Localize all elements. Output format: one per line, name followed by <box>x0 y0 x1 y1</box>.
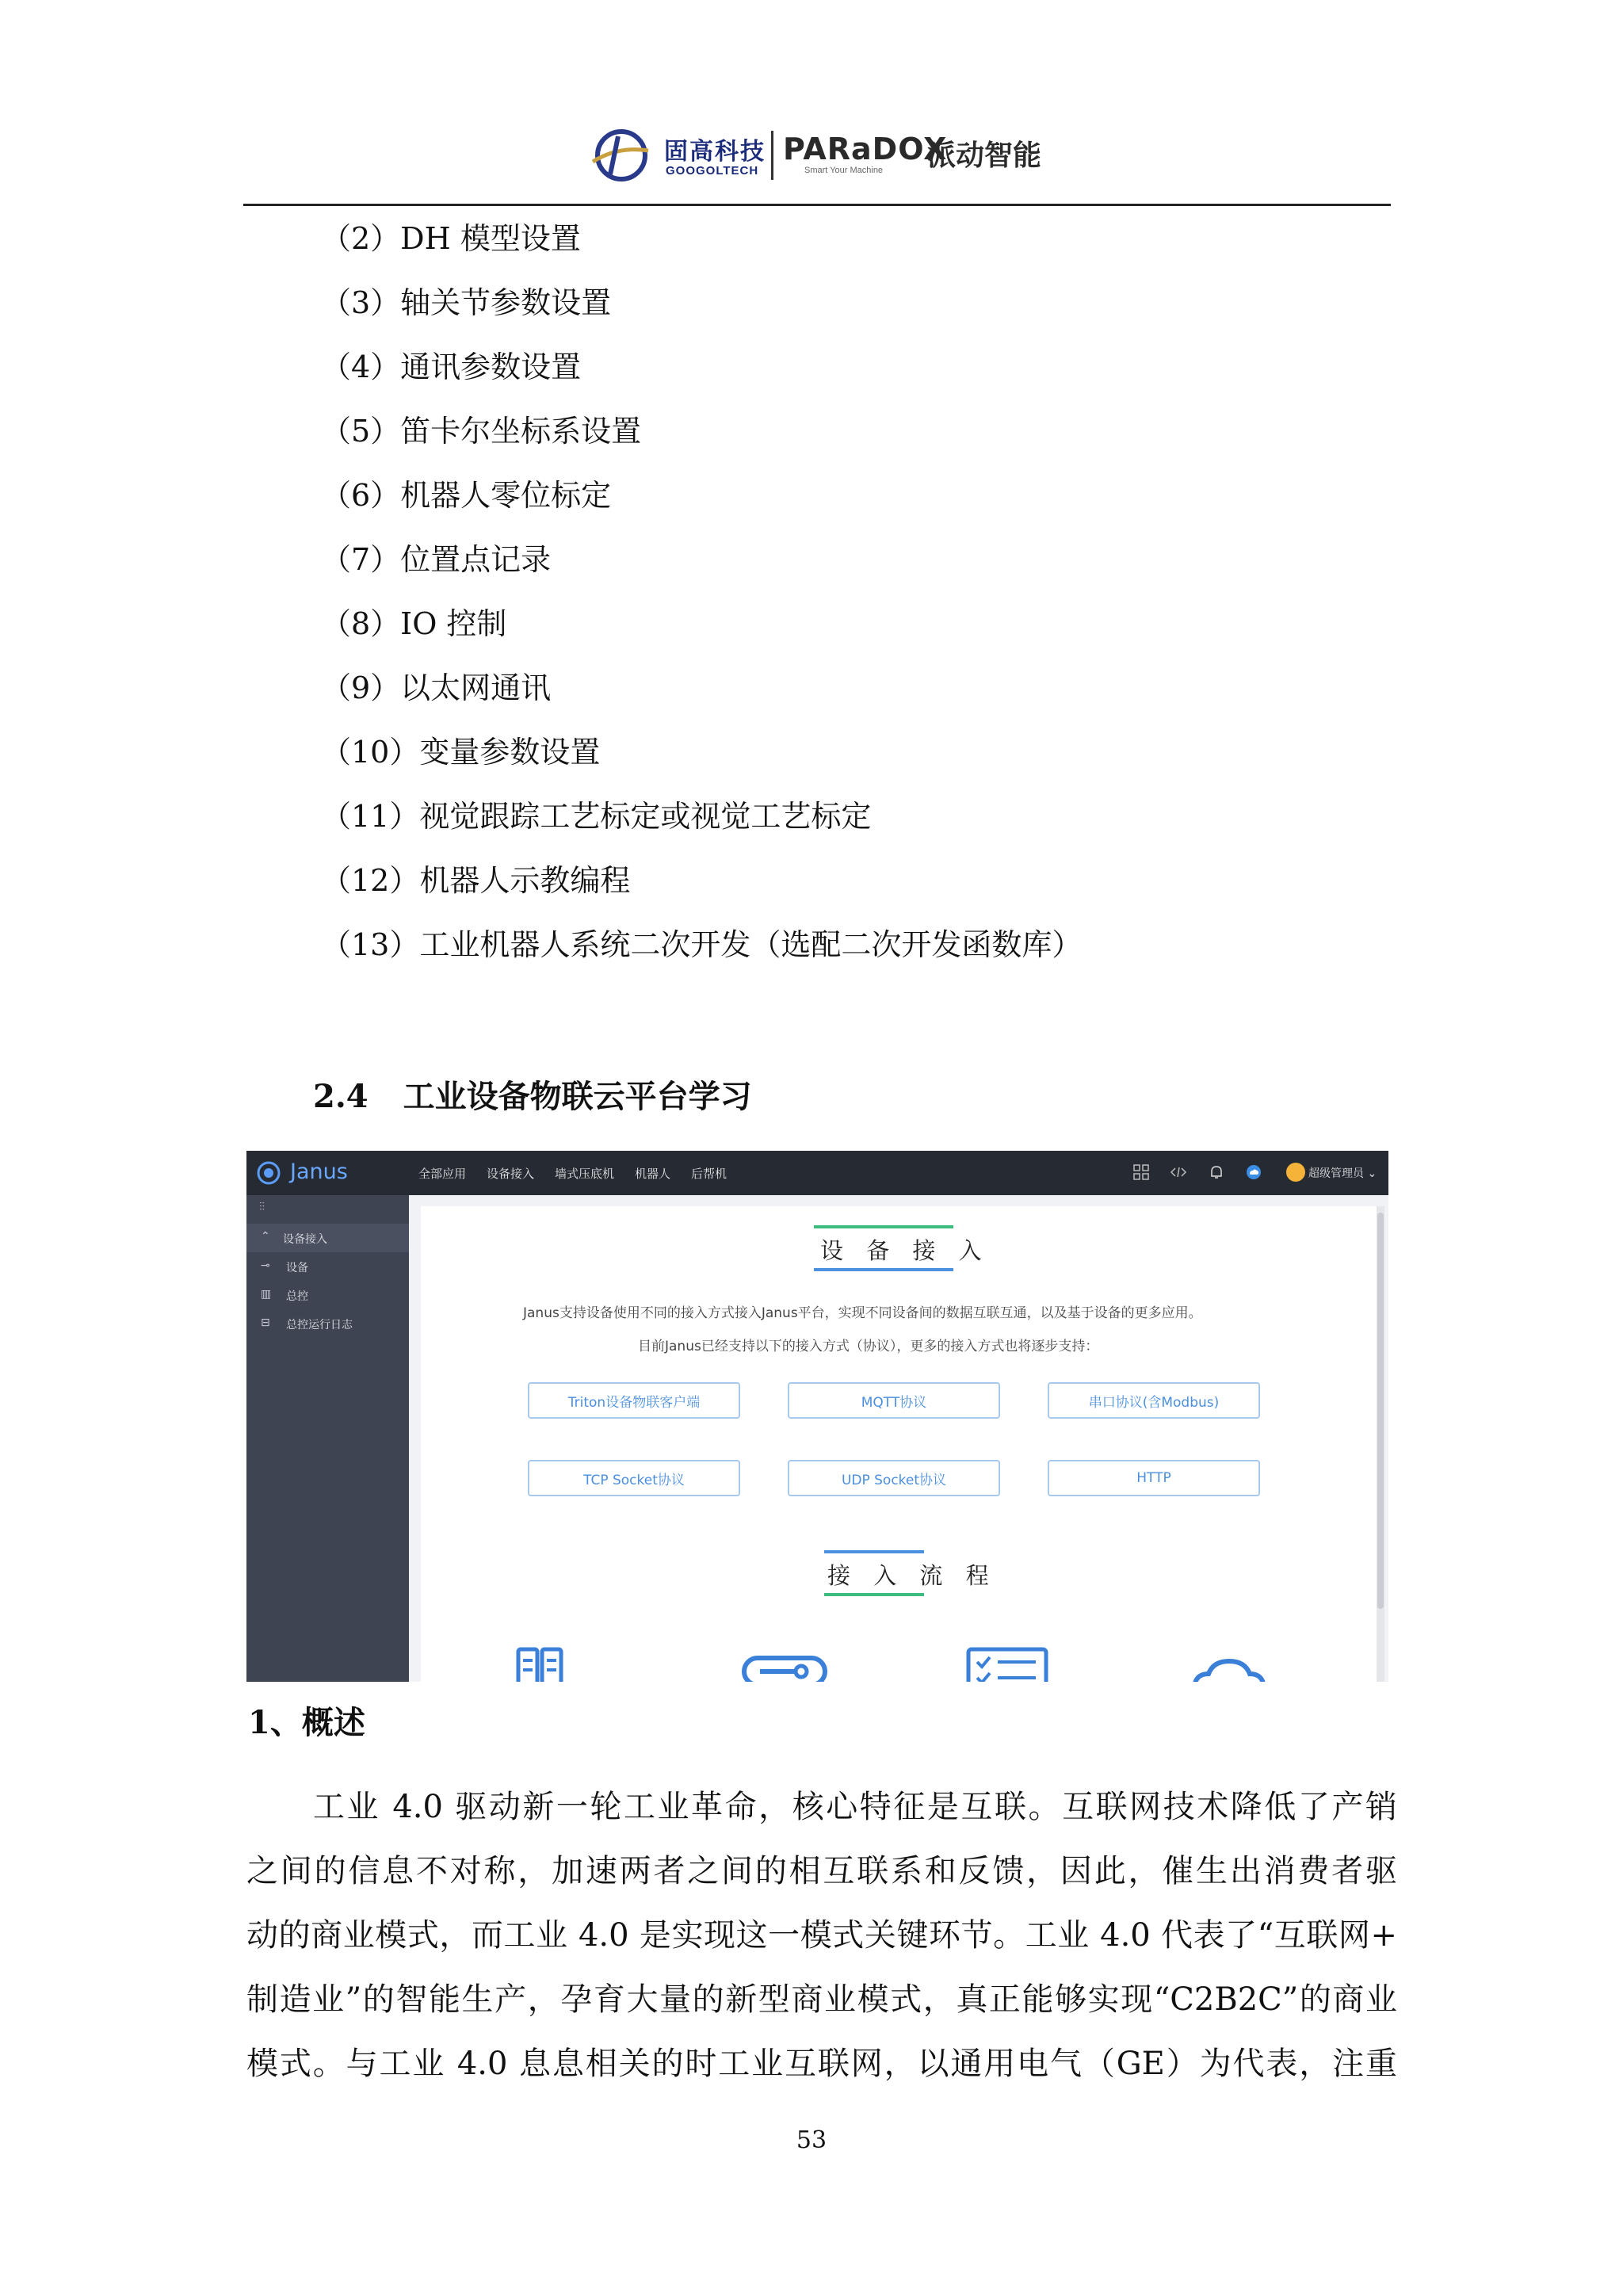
paradox-tagline: Smart Your Machine <box>804 166 884 175</box>
grid-icon[interactable] <box>1132 1163 1150 1181</box>
chevron-up-icon: ⌃ <box>261 1230 270 1243</box>
scrollbar-thumb[interactable] <box>1377 1213 1384 1609</box>
nav-wall-press[interactable]: 墙式压底机 <box>555 1167 615 1181</box>
protocol-http[interactable]: HTTP <box>1048 1460 1260 1496</box>
list-item: （11）视觉跟踪工艺标定或视觉工艺标定 <box>321 799 872 834</box>
list-item: （5）笛卡尔坐标系设置 <box>321 414 642 449</box>
user-avatar[interactable] <box>1286 1163 1305 1182</box>
protocol-triton[interactable]: Triton设备物联客户端 <box>528 1382 740 1419</box>
nav-all-apps[interactable]: 全部应用 <box>418 1167 467 1181</box>
overview-paragraph <box>246 1775 1397 2096</box>
paragraph-line: 动的商业模式，而工业 4.0 是实现这一模式关键环节。工业 4.0 代表了“互联网+ <box>246 1917 1397 1954</box>
section-title: 工业设备物联云平台学习 <box>403 1078 752 1115</box>
list-item: （10）变量参数设置 <box>321 735 601 770</box>
log-icon: ⊟ <box>261 1316 270 1329</box>
paragraph-line: 之间的信息不对称，加速两者之间的相互联系和反馈，因此，催生出消费者驱 <box>246 1853 1397 1889</box>
protocol-udp[interactable]: UDP Socket协议 <box>788 1460 1000 1496</box>
janus-app-name: Janus <box>290 1159 348 1184</box>
cloud-icon[interactable] <box>1245 1163 1262 1181</box>
paradox-logo: PARaDOX <box>783 132 948 166</box>
sidebar-item-control[interactable]: ▥ 总控 <box>261 1288 308 1303</box>
paragraph-line: 工业 4.0 驱动新一轮工业革命，核心特征是互联。互联网技术降低了产销 <box>313 1789 1397 1825</box>
document-icon <box>516 1646 563 1682</box>
list-item: （9）以太网通讯 <box>321 670 552 705</box>
paradox-cn-name: 派动智能 <box>927 139 1042 172</box>
description-line-2: 目前Janus已经支持以下的接入方式（协议），更多的接入方式也将逐步支持： <box>638 1339 1099 1354</box>
user-menu[interactable]: 超级管理员 ⌄ <box>1308 1167 1377 1180</box>
list-item: （13）工业机器人系统二次开发（选配二次开发函数库） <box>321 927 1083 962</box>
sidebar-item-control-log[interactable]: ⊟ 总控运行日志 <box>261 1316 353 1331</box>
flow-title-box <box>824 1550 997 1596</box>
page-number: 53 <box>796 2126 827 2154</box>
flow-title: 接 入 流 程 <box>827 1562 997 1589</box>
brand-en: GOOGOLTECH <box>666 164 759 178</box>
brand-cn: 固高科技 <box>664 138 766 166</box>
content-panel <box>421 1206 1378 1682</box>
nav-robot[interactable]: 机器人 <box>635 1167 671 1181</box>
device-access-title: 设 备 接 入 <box>820 1237 990 1264</box>
device-access-title-box <box>814 1225 990 1271</box>
protocol-serial[interactable]: 串口协议(含Modbus) <box>1048 1382 1260 1419</box>
janus-logo-icon <box>256 1160 281 1186</box>
paragraph-line: 模式。与工业 4.0 息息相关的时工业互联网，以通用电气（GE）为代表，注重 <box>246 2046 1397 2082</box>
protocol-tcp[interactable]: TCP Socket协议 <box>528 1460 740 1496</box>
code-icon[interactable] <box>1170 1163 1187 1181</box>
device-icon: ⊸ <box>261 1259 270 1272</box>
janus-screenshot <box>246 1151 1388 1682</box>
sidebar-collapse-icon[interactable]: ⫶⫶ <box>259 1201 265 1213</box>
description-line-1: Janus支持设备使用不同的接入方式接入Janus平台，实现不同设备间的数据互联互通，以及基于设备的更多应用。 <box>523 1305 1202 1321</box>
paragraph-line: 制造业”的智能生产，孕育大量的新型商业模式，真正能够实现“C2B2C”的商业 <box>246 1981 1397 2018</box>
control-icon: ▥ <box>261 1288 272 1301</box>
list-item: （12）机器人示教编程 <box>321 863 631 898</box>
bell-icon[interactable] <box>1208 1163 1225 1181</box>
header-rule <box>243 204 1391 206</box>
nav-rear-machine[interactable]: 后帮机 <box>691 1167 727 1181</box>
list-item: （7）位置点记录 <box>321 542 552 577</box>
list-item: （2）DH 模型设置 <box>321 221 581 256</box>
list-item: （4）通讯参数设置 <box>321 350 582 384</box>
cloud-upload-icon <box>1190 1658 1269 1682</box>
section-heading <box>313 1072 752 1117</box>
sidebar-group-device-access[interactable]: ⌃ 设备接入 <box>246 1224 409 1252</box>
overview-heading: 1、概述 <box>248 1704 365 1741</box>
brand-divider <box>771 131 773 180</box>
checklist-icon <box>966 1646 1048 1682</box>
sidebar-item-device[interactable]: ⊸ 设备 <box>261 1259 308 1274</box>
list-item: （3）轴关节参数设置 <box>321 285 612 320</box>
list-item: （6）机器人零位标定 <box>321 478 612 513</box>
link-icon <box>741 1655 828 1682</box>
list-item: （8）IO 控制 <box>321 606 507 641</box>
protocol-mqtt[interactable]: MQTT协议 <box>788 1382 1000 1419</box>
section-number: 2.4 <box>313 1078 369 1115</box>
googoltech-logo-icon <box>586 127 653 184</box>
nav-device-access[interactable]: 设备接入 <box>487 1167 535 1181</box>
